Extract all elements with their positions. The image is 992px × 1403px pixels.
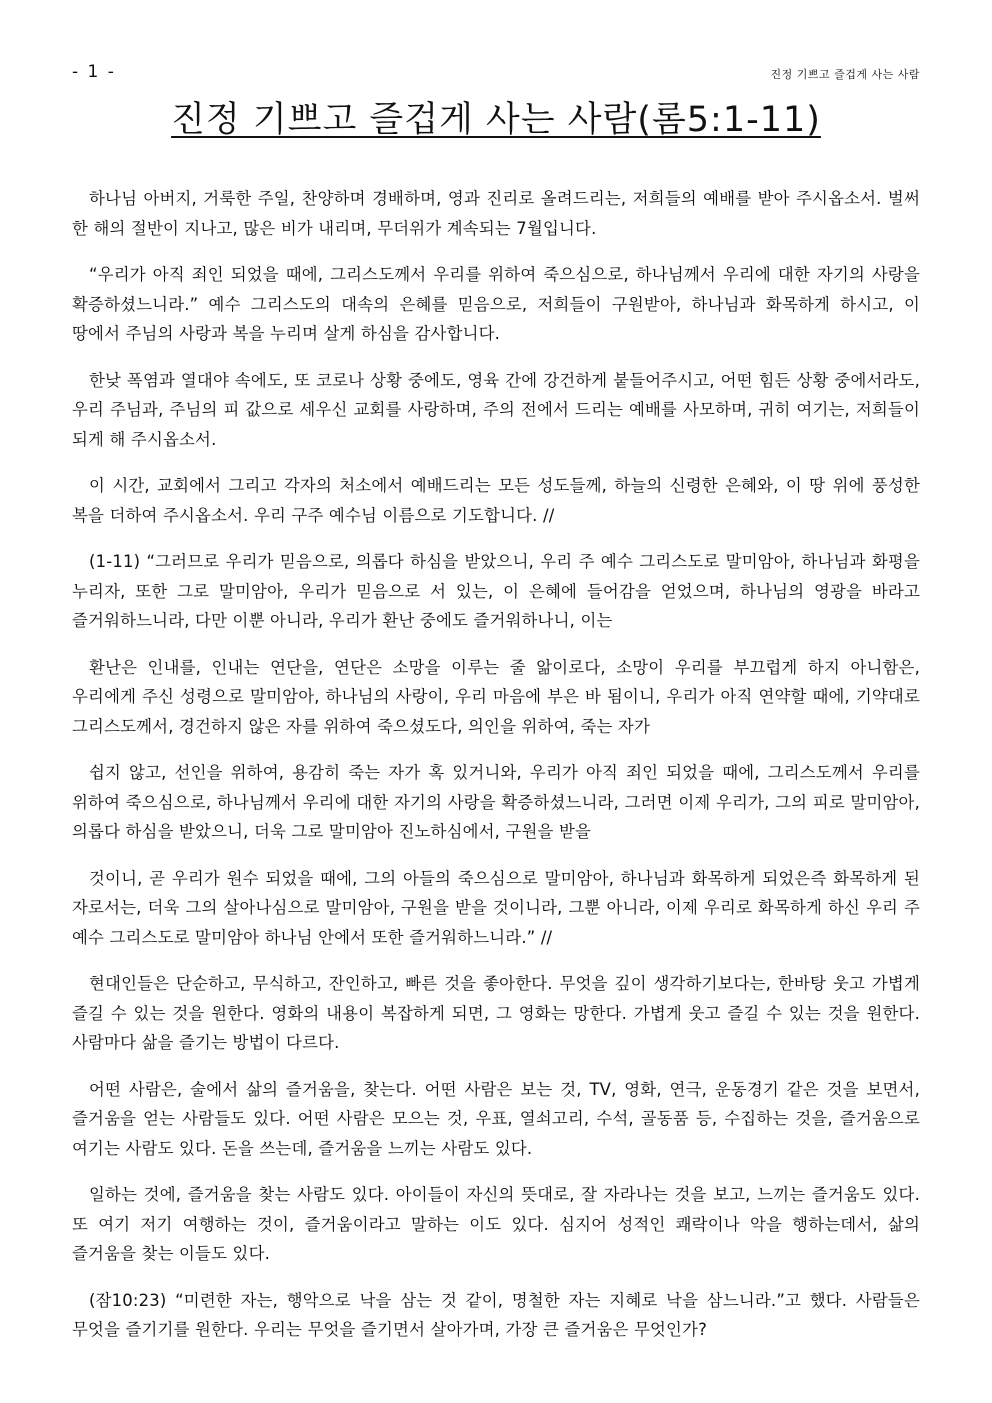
document-body (72, 184, 920, 1362)
paragraph-sermon-1: 현대인들은 단순하고, 무식하고, 잔인하고, 빠른 것을 좋아한다. 무엇을 깊이 생각하기보다는, 한바탕 웃고 가볍게 즐길 수 있는 것을 원한다. 영화의 내용이 복잡하게 되면, 그 영화는 망한다. 가볍게 웃고 즐길 수 있는 것을 원한다. 사람마다 삶을 즐기는 방법이 다르다. (72, 974, 920, 1052)
page-number: - 1 - (72, 62, 116, 82)
page-header (72, 62, 920, 86)
paragraph-scripture-3: 쉽지 않고, 선인을 위하여, 용감히 죽는 자가 혹 있거니와, 우리가 아직 죄인 되었을 때에, 그리스도께서 우리를 위하여 죽으심으로, 하나님께서 우리에 대한 자기의 사랑을 확증하셨느니라, 그러면 이제 우리가, 그의 피로 말미암아, 의롭다 하심을 받았으니, 더욱 그로 말미암아 진노하심에서, 구원을 받을 (72, 763, 920, 841)
paragraph-sermon-4: (잠10:23) “미련한 자는, 행악으로 낙을 삼는 것 같이, 명철한 자는 지혜로 낙을 삼느니라.”고 했다. 사람들은 무엇을 즐기기를 원한다. 우리는 무엇을 즐기면서 살아가며, 가장 큰 즐거움은 무엇인가? (72, 1290, 920, 1339)
paragraph-scripture-4: 것이니, 곧 우리가 원수 되었을 때에, 그의 아들의 죽으심으로 말미암아, 하나님과 화목하게 되었은즉 화목하게 된 자로서는, 더욱 그의 살아나심으로 말미암아, 구원을 받을 것이니라, 그뿐 아니라, 이제 우리로 화목하게 하신 우리 주 예수 그리스도로 말미암아 하나님 안에서 또한 즐거워하느니라.” // (72, 868, 920, 947)
paragraph-blessing: 이 시간, 교회에서 그리고 각자의 처소에서 예배드리는 모든 성도들께, 하늘의 신령한 은혜와, 이 땅 위에 풍성한 복을 더하여 주시옵소서. 우리 구주 예수님 이름으로 기도합니다. // (72, 476, 920, 525)
paragraph-petition: 한낮 폭염과 열대야 속에도, 또 코로나 상황 중에도, 영육 간에 강건하게 붙들어주시고, 어떤 힘든 상황 중에서라도, 우리 주님과, 주님의 피 값으로 세우신 교회를 사랑하며, 주의 전에서 드리는 예배를 사모하며, 귀히 여기는, 저희들이 되게 해 주시옵소서. (72, 370, 920, 449)
paragraph-opening-prayer: 하나님 아버지, 거룩한 주일, 찬양하며 경배하며, 영과 진리로 올려드리는, 저희들의 예배를 받아 주시옵소서. 벌써 한 해의 절반이 지나고, 많은 비가 내리며, 무더위가 계속되는 7월입니다. (72, 189, 920, 238)
paragraph-sermon-3: 일하는 것에, 즐거움을 찾는 사람도 있다. 아이들이 자신의 뜻대로, 잘 자라나는 것을 보고, 느끼는 즐거움도 있다. 또 여기 저기 여행하는 것이, 즐거움이라고 말하는 이도 있다. 심지어 성적인 쾌락이나 악을 행하는데서, 삶의 즐거움을 찾는 이들도 있다. (72, 1185, 920, 1263)
paragraph-scripture-2: 환난은 인내를, 인내는 연단을, 연단은 소망을 이루는 줄 앎이로다, 소망이 우리를 부끄럽게 하지 아니함은, 우리에게 주신 성령으로 말미암아, 하나님의 사랑이, 우리 마음에 부은 바 됨이니, 우리가 아직 연약할 때에, 기약대로 그리스도께서, 경건하지 않은 자를 위하여 죽으셨도다, 의인을 위하여, 죽는 자가 (72, 657, 920, 736)
paragraph-thanksgiving: “우리가 아직 죄인 되었을 때에, 그리스도께서 우리를 위하여 죽으심으로, 하나님께서 우리에 대한 자기의 사랑을 확증하셨느니라.” 예수 그리스도의 대속의 은혜를 믿음으로, 저희들이 구원받아, 하나님과 화목하게 하시고, 이 땅에서 주님의 사랑과 복을 누리며 살게 하심을 감사합니다. (72, 265, 920, 343)
running-title: 진정 기쁘고 즐겁게 사는 사람 (770, 68, 920, 81)
paragraph-scripture-1: (1-11) “그러므로 우리가 믿음으로, 의롭다 하심을 받았으니, 우리 주 예수 그리스도로 말미암아, 하나님과 화평을 누리자, 또한 그로 말미암아, 우리가 믿음으로 서 있는, 이 은혜에 들어감을 얻었으며, 하나님의 영광을 바라고 즐거워하느니라, 다만 이뿐 아니라, 우리가 환난 중에도 즐거워하나니, 이는 (72, 552, 920, 630)
paragraph-sermon-2: 어떤 사람은, 술에서 삶의 즐거움을, 찾는다. 어떤 사람은 보는 것, TV, 영화, 연극, 운동경기 같은 것을 보면서, 즐거움을 얻는 사람들도 있다. 어떤 사람은 모으는 것, 우표, 열쇠고리, 수석, 골동품 등, 수집하는 것을, 즐거움으로 여기는 사람도 있다. 돈을 쓰는데, 즐거움을 느끼는 사람도 있다. (72, 1079, 920, 1158)
document-title: 진정 기쁘고 즐겁게 사는 사람(롬5:1-11) (171, 100, 821, 140)
